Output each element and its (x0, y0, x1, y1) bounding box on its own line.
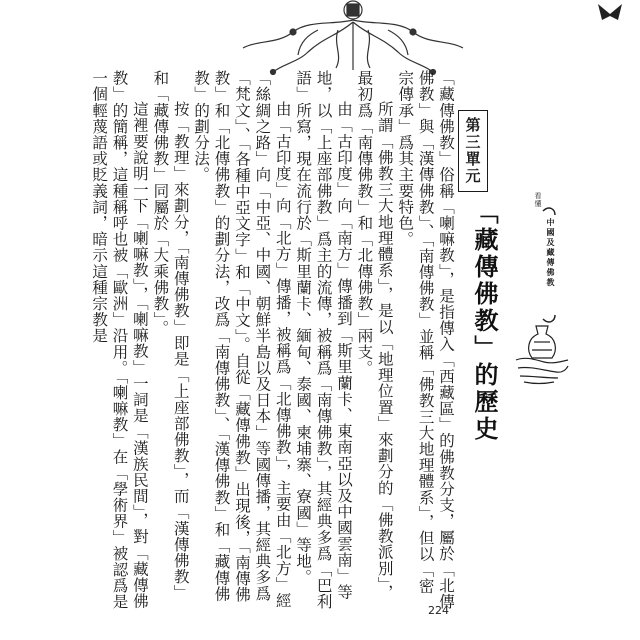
running-head-small: 看懂 (534, 192, 542, 208)
paragraph: 這裡要說明一下「喇嘛教」，「喇嘛教」一詞是「漢族民間」，對「藏傳佛教」的簡稱，這種稱呼也被「歐洲」沿用。「喇嘛教」在「學術界」被認爲是一個輕蔑語或貶義詞，暗示這種宗教是 (90, 70, 149, 610)
paragraph: 按「教理」來劃分，「南傳佛教」即是「上座部佛教」，而「漢傳佛教」和「藏傳佛教」同屬於「大乘佛教」。 (151, 70, 190, 601)
paragraph: 由「古印度」向「南方」傳播到「斯里蘭卡、東南亞以及中國雲南」等地，以「上座部佛教」爲主的流傳，被稱爲「南傳佛教」，其經典多爲「巴利語」所寫，現在流行於「斯里蘭卡、緬甸、泰國、柬埔寨、寮國」等地。 (294, 70, 353, 610)
floral-ornament-icon (238, 0, 468, 80)
paragraph: 所謂「佛教三大地理體系」，是以「地理位置」來劃分的「佛教派別」，最初爲「南傳佛教」和「北傳佛教」兩支。 (355, 70, 394, 601)
corner-logo-icon (590, 0, 630, 40)
running-head-title: 中國及藏傳佛教 (546, 218, 555, 288)
paragraph: 由「古印度」向「北方」傳播，被稱爲「北傳佛教」，主要由「北方」經「絲綢之路」向「中亞、中國、朝鮮半島以及日本」等國傳播，其經典多爲「梵文」、「各種中亞文字」和「中文」。自從「藏傳佛教」出現後，「南傳佛教」和「北傳佛教」的劃分法，改爲「南傳佛教」、「漢傳佛教」和「藏傳佛教」的劃分法。 (192, 70, 292, 609)
vase-in-hand-icon (512, 320, 572, 392)
unit-label: 第三單元 (458, 110, 488, 192)
body-text (90, 70, 456, 610)
chapter-title: 「藏傳佛教」的歷史 (470, 200, 498, 443)
page-number: 224 (428, 604, 449, 617)
paragraph: 「藏傳佛教」俗稱「喇嘛教」，是指傳入「西藏區」的佛教分支，屬於「北傳佛教」與「漢傳佛教」、「南傳佛教」並稱「佛教三大地理體系」，但以「密宗傳承」爲其主要特色。 (396, 70, 455, 610)
